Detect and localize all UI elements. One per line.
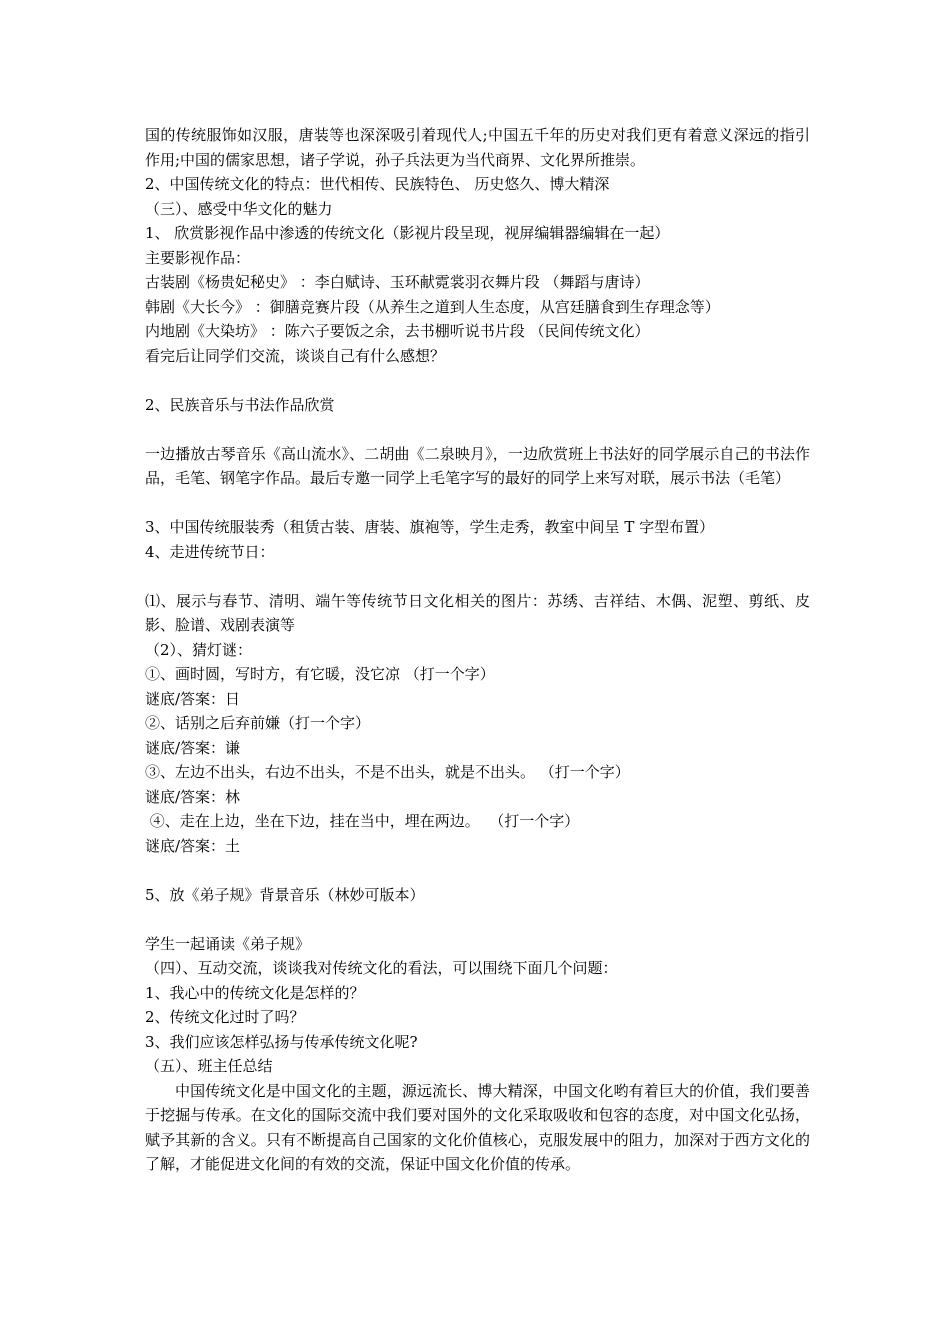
spacer bbox=[145, 907, 810, 932]
section-5-heading: （五）、班主任总结 bbox=[145, 1057, 273, 1075]
film-item-dachangjin: 韩剧《大长今》 ：御膳竞赛片段（从养生之道到人生态度，从宫廷膳食到生存理念等） bbox=[145, 297, 720, 316]
answer-2: 谜底/答案：谦 bbox=[145, 738, 241, 757]
music-calligraphy-heading: 2、民族音乐与书法作品欣赏 bbox=[145, 395, 335, 414]
answer-1: 谜底/答案：日 bbox=[145, 689, 241, 708]
summary-paragraph: 中国传统文化是中国文化的主题，源远流长、博大精深，中国文化哟有着巨大的价值，我们要善于挖掘与传承。在文化的国际交流中我们要对国外的文化采取吸收和包容的态度，对中国文化弘扬，赋予其新的含义。只有不断提高自己国家的文化价值核心，克服发展中的阻力，加深对于西方文化的了解，才能促进文化间的有效的交流，保证中国文化价值的传承。 bbox=[145, 1081, 810, 1173]
spacer bbox=[145, 564, 810, 589]
answer-3: 谜底/答案：林 bbox=[145, 787, 241, 806]
music-paragraph: 一边播放古琴音乐《高山流水》、二胡曲《二泉映月》，一边欣赏班上书法好的同学展示自己的书法作品，毛笔、钢笔字作品。最后专邀一同学上毛笔字写的最好的同学上来写对联，展示书法（毛笔） bbox=[145, 444, 810, 487]
film-item-dafanfang: 内地剧《大染坊》 ：陈六子要饭之余，去书棚听说书片段 （民间传统文化） bbox=[145, 322, 650, 340]
spacer bbox=[145, 417, 810, 442]
document-body bbox=[145, 123, 810, 1177]
film-appreciation-line: 1、 欣赏影视作品中渗透的传统文化（影视片段呈现，视屏编辑器编辑在一起） bbox=[145, 224, 670, 242]
dizigui-music-line: 5、放《弟子规》背景音乐（林妙可版本） bbox=[145, 885, 425, 904]
festival-heading: 4、走进传统节日： bbox=[145, 542, 275, 561]
recite-line: 学生一起诵读《弟子规》 bbox=[145, 934, 311, 953]
features-line: 2、中国传统文化的特点：世代相传、民族特色、 历史悠久、博大精深 bbox=[145, 175, 610, 193]
spacer bbox=[145, 491, 810, 516]
riddles-heading: （2）、猜灯谜： bbox=[145, 640, 253, 659]
discussion-line: 看完后让同学们交流，谈谈自己有什么感想？ bbox=[145, 346, 446, 365]
riddle-2: ②、话别之后弃前嫌（打一个字） bbox=[145, 714, 371, 732]
costume-show-line: 3、中国传统服装秀（租赁古装、唐装、旗袍等，学生走秀，教室中间呈 T 字型布置） bbox=[145, 518, 715, 536]
question-2: 2、传统文化过时了吗？ bbox=[145, 1008, 305, 1026]
film-item-yang: 古装剧《杨贵妃秘史》 ：李白赋诗、玉环献霓裳羽衣舞片段 （舞蹈与唐诗） bbox=[145, 273, 650, 291]
riddle-4: ④、走在上边，坐在下边，挂在当中，埋在两边。 （打一个字） bbox=[145, 812, 580, 830]
section-4-heading: （四）、互动交流，谈谈我对传统文化的看法，可以围绕下面几个问题： bbox=[145, 959, 618, 977]
answer-4: 谜底/答案：土 bbox=[145, 836, 241, 855]
riddle-1: ①、画时圆，写时方，有它暖，没它凉 （打一个字） bbox=[145, 665, 495, 683]
question-1: 1、我心中的传统文化是怎样的？ bbox=[145, 983, 365, 1002]
intro-paragraph: 国的传统服饰如汉服，唐装等也深深吸引着现代人;中国五千年的历史对我们更有着意义深远的指引作用;中国的儒家思想，诸子学说，孙子兵法更为当代商界、文化界所推崇。 bbox=[145, 126, 810, 169]
festival-pictures-paragraph: ⑴、展示与春节、清明、端午等传统节日文化相关的图片：苏绣、吉祥结、木偶、泥塑、剪纸、皮影、脸谱、戏剧表演等 bbox=[145, 591, 810, 634]
spacer bbox=[145, 368, 810, 393]
riddle-3: ③、左边不出头，右边不出头，不是不出头，就是不出头。 （打一个字） bbox=[145, 763, 630, 781]
main-films-label: 主要影视作品： bbox=[145, 248, 251, 267]
question-3: 3、我们应该怎样弘扬与传承传统文化呢? bbox=[145, 1032, 418, 1051]
section-3-heading: （三）、感受中华文化的魅力 bbox=[145, 199, 333, 218]
spacer bbox=[145, 858, 810, 883]
